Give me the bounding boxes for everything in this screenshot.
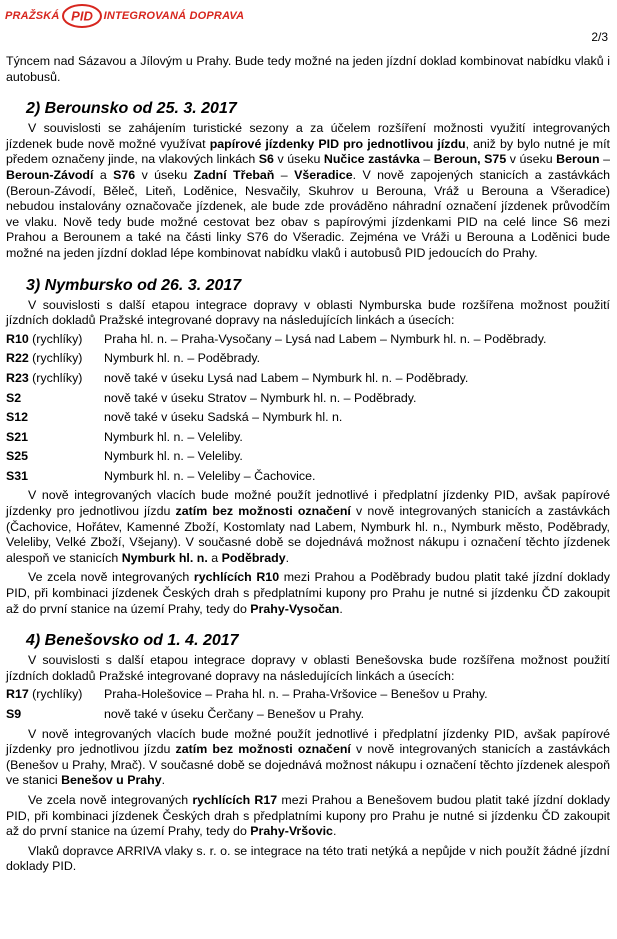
line-row: S2 nově také v úseku Stratov – Nymburk hl. n. – Poděbrady. bbox=[6, 390, 417, 405]
nymbursko-line-list bbox=[6, 330, 610, 487]
pid-logo bbox=[5, 4, 244, 28]
intro-paragraph: Týncem nad Sázavou a Jílovým u Prahy. Bude tedy možné na jeden jízdní doklad kombinovat nabídku vlaků i autobusů. bbox=[6, 54, 610, 84]
line-row: S25 Nymburk hl. n. – Veleliby. bbox=[6, 449, 243, 464]
benesovsko-intro: V souvislosti s další etapou integrace dopravy v oblasti Benešovska bude rozšířena možnost použití jízdních dokladů Pražské integrované dopravy na následujících linkách a úsecích: bbox=[6, 653, 610, 683]
nymbursko-paragraph-2: V nově integrovaných vlacích bude možné použít jednotlivé i předplatní jízdenky PID, avšak papírové jízdenky pro jednotlivou jízdu zatím bez možnosti označení v nově integrovaných stanicích a zastávkách (Čachovice, Hořátev, Kamenné Zboží, Kostomlaty nad Labem, Nymburk hl. n., Nymburk město, Poděbrady, Veleliby, Velké Zboží, Všejany). V současné době se dojednává možnost nákupu i označení těchto jízdenek alespoň ve stanicích Nymburk hl. n. a Poděbrady. bbox=[6, 488, 610, 565]
berounsko-paragraph: V souvislosti se zahájením turistické sezony a za účelem rozšíření možnosti využití integrovaných jízdenek bude nově možné využívat papírové jízdenky PID pro jednotlivou jízdu, aniž by bylo nutné je mít předem označeny jinde, na vlakových linkách S6 v úseku Nučice zastávka – Beroun, S75 v úseku Beroun – Beroun-Závodí a S76 v úseku Zadní Třebaň – Všeradice. V nově zapojených stanicích a zastávkách (Beroun-Závodí, Běleč, Liteň, Loděnice, Nesvačily, Skuhrov u Berouna, Vráž u Berouna a Všeradice) nebudou instalovány označovače jízdenek, ale bude zde prováděno náhradní označení jízdenek průvodčím ve vlaku. Nově tedy bude možné cestovat bez obav s papírovými jízdenkami PID na celé lince S6 mezi Prahou a Berounem a také na části linky S76 do Všeradic. Zejména ve Vráži u Berouna a Loděnici bude možné na jeden jízdní doklad lépe kombinovat nabídku vlaků i autobusů PID jedoucích do Prahy. bbox=[6, 121, 611, 260]
page-number: 2/3 bbox=[591, 30, 608, 44]
benesovsko-line-list bbox=[6, 685, 610, 724]
line-row: S31 Nymburk hl. n. – Veleliby – Čachovice. bbox=[6, 468, 316, 483]
benesovsko-paragraph-2: V nově integrovaných vlacích bude možné použít jednotlivé i předplatní jízdenky PID, avšak papírové jízdenky pro jednotlivou jízdu zatím bez možnosti označení v nově integrovaných stanicích a zastávkách (Benešov u Prahy, Mrač). V současné době se dojednává možnost nákupu i označení těchto jízdenek alespoň ve stanici Benešov u Prahy. bbox=[6, 726, 610, 788]
line-row: R23 (rychlíky) nově také v úseku Lysá nad Labem – Nymburk hl. n. – Poděbrady. bbox=[6, 370, 469, 385]
line-row: S9 nově také v úseku Čerčany – Benešov u Prahy. bbox=[6, 707, 365, 721]
line-row: R22 (rychlíky) Nymburk hl. n. – Poděbrady. bbox=[6, 351, 261, 366]
logo-text-right: INTEGROVANÁ DOPRAVA bbox=[103, 10, 245, 22]
nymbursko-intro: V souvislosti s další etapou integrace dopravy v oblasti Nymburska bude rozšířena možnost použití jízdních dokladů Pražské integrované dopravy na následujících linkách a úsecích: bbox=[6, 297, 610, 328]
page-header bbox=[5, 4, 612, 44]
logo-text-left: PRAŽSKÁ bbox=[5, 10, 60, 22]
logo-text-mid: PID bbox=[70, 8, 93, 24]
line-row: R17 (rychlíky) Praha-Holešovice – Praha hl. n. – Praha-Vršovice – Benešov u Prahy. bbox=[6, 687, 488, 702]
pid-logo-icon bbox=[62, 4, 102, 28]
document-body bbox=[6, 54, 610, 875]
section-heading-berounsko: 2) Berounsko od 25. 3. 2017 bbox=[26, 100, 237, 118]
benesovsko-paragraph-4: Vlaků dopravce ARRIVA vlaky s. r. o. se integrace na této trati netýká a nepůjde v nich použít žádné jízdní doklady PID. bbox=[6, 843, 610, 874]
line-row: S21 Nymburk hl. n. – Veleliby. bbox=[6, 429, 243, 444]
line-row: S12 nově také v úseku Sadská – Nymburk hl. n. bbox=[6, 410, 343, 425]
benesovsko-paragraph-3: Ve zcela nově integrovaných rychlících R17 mezi Prahou a Benešovem budou platit také jízdní doklady PID, při kombinaci jízdenek Českých drah s předplatními kupony pro Prahu je nutné si jízdenku ČD zakoupit až do první stanice na území Prahy, tedy do Prahy-Vršovic. bbox=[6, 792, 610, 839]
section-heading-benesovsko: 4) Benešovsko od 1. 4. 2017 bbox=[26, 632, 239, 650]
line-row: R10 (rychlíky) Praha hl. n. – Praha-Vysočany – Lysá nad Labem – Nymburk hl. n. – Poděbrady. bbox=[6, 331, 547, 346]
nymbursko-paragraph-3: Ve zcela nově integrovaných rychlících R10 mezi Prahou a Poděbrady budou platit také jízdní doklady PID, při kombinaci jízdenek Českých drah s předplatními kupony pro Prahu je nutné si jízdenku ČD zakoupit až do první stanice na území Prahy, tedy do Prahy-Vysočan. bbox=[6, 570, 610, 616]
section-heading-nymbursko: 3) Nymbursko od 26. 3. 2017 bbox=[26, 276, 242, 294]
